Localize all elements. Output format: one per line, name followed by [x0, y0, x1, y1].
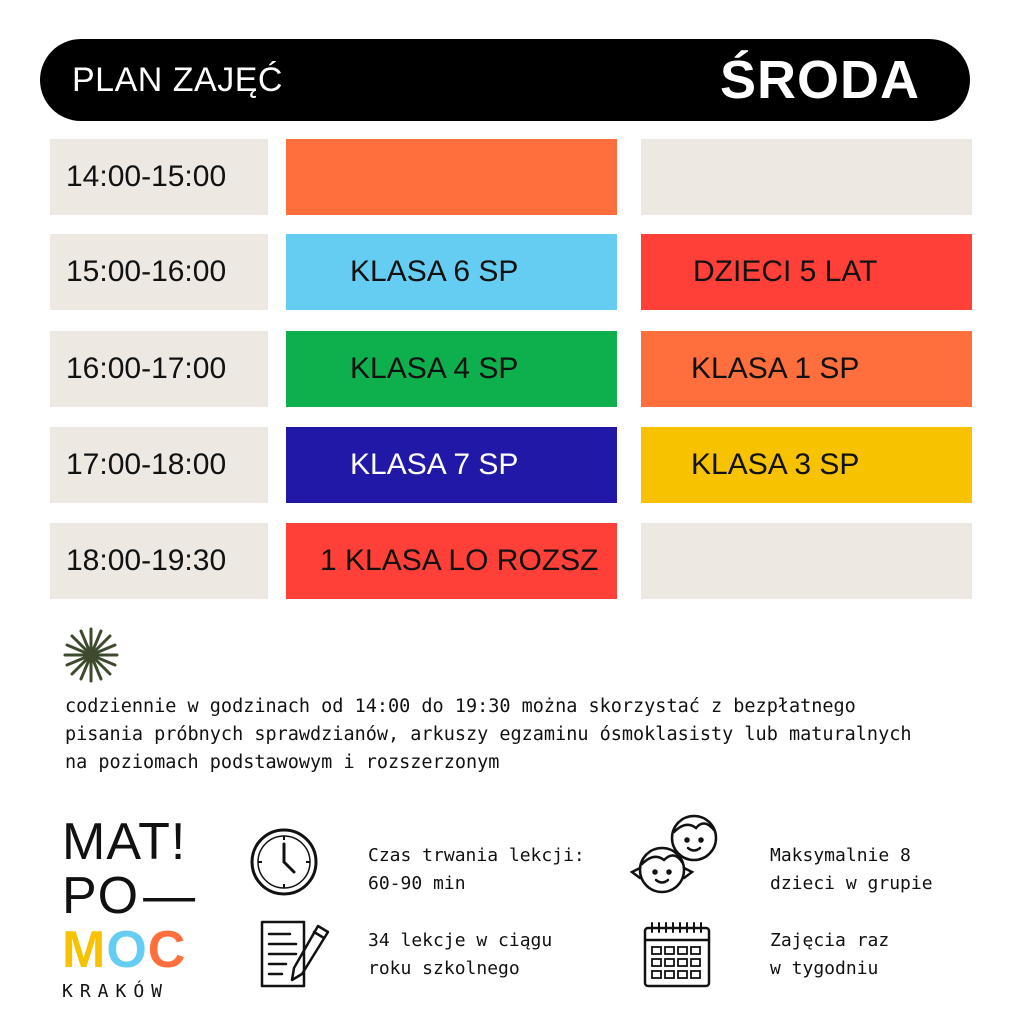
- info-line: Maksymalnie 8: [770, 845, 911, 866]
- star-icon: [62, 626, 120, 684]
- class-label: KLASA 4 SP: [350, 352, 519, 385]
- class-label: KLASA 1 SP: [691, 352, 860, 385]
- class-slot: [286, 139, 617, 215]
- info-line: Zajęcia raz: [770, 930, 890, 951]
- class-slot: [641, 234, 972, 310]
- info-item: [368, 927, 552, 983]
- info-item: [770, 927, 889, 983]
- page-title: PLAN ZAJĘĆ: [72, 61, 283, 99]
- logo: [62, 813, 202, 1002]
- class-label: 1 KLASA LO ROZSZ: [320, 544, 599, 577]
- class-slot: [286, 427, 617, 503]
- children-icon: [630, 812, 722, 902]
- logo-letter: O: [106, 921, 148, 979]
- class-slot: [641, 427, 972, 503]
- note-line: codziennie w godzinach od 14:00 do 19:30 można skorzystać z bezpłatnego: [65, 696, 856, 717]
- class-slot: [286, 523, 617, 599]
- note-line: pisania próbnych sprawdzianów, arkuszy egzaminu ósmoklasisty lub maturalnych: [65, 724, 912, 745]
- day-label: ŚRODA: [719, 50, 920, 110]
- info-line: dzieci w grupie: [770, 873, 933, 894]
- class-label: KLASA 7 SP: [350, 448, 519, 481]
- class-slot: [286, 234, 617, 310]
- logo-line: MAT!: [62, 813, 187, 871]
- class-label: DZIECI 5 LAT: [693, 255, 878, 288]
- time-slot: 18:00-19:30: [50, 523, 268, 599]
- class-slot: [641, 523, 972, 599]
- logo-dash: —: [143, 867, 197, 925]
- logo-city: KRAKÓW: [62, 981, 170, 1002]
- class-label: KLASA 3 SP: [691, 448, 860, 481]
- info-line: roku szkolnego: [368, 958, 520, 979]
- time-slot: 16:00-17:00: [50, 331, 268, 407]
- clock-icon: [248, 826, 320, 898]
- info-line: Czas trwania lekcji:: [368, 845, 585, 866]
- logo-moc: [62, 923, 202, 977]
- class-slot: [641, 139, 972, 215]
- time-slot: 14:00-15:00: [50, 139, 268, 215]
- time-slot: 17:00-18:00: [50, 427, 268, 503]
- info-line: 34 lekcje w ciągu: [368, 930, 553, 951]
- class-label: KLASA 6 SP: [350, 255, 519, 288]
- class-slot: [641, 331, 972, 407]
- calendar-icon: [642, 920, 712, 990]
- info-item: [368, 842, 585, 898]
- logo-po: PO: [62, 867, 140, 925]
- info-line: 60-90 min: [368, 873, 466, 894]
- logo-letter: C: [147, 921, 187, 979]
- document-pen-icon: [258, 918, 332, 990]
- info-item: [770, 842, 933, 898]
- info-line: w tygodniu: [770, 958, 879, 979]
- logo-letter: M: [62, 921, 107, 979]
- time-slot: 15:00-16:00: [50, 234, 268, 310]
- logo-line: [62, 869, 202, 923]
- header-bar: [40, 39, 970, 121]
- info-note: [65, 693, 995, 777]
- note-line: na poziomach podstawowym i rozszerzonym: [65, 752, 500, 773]
- class-slot: [286, 331, 617, 407]
